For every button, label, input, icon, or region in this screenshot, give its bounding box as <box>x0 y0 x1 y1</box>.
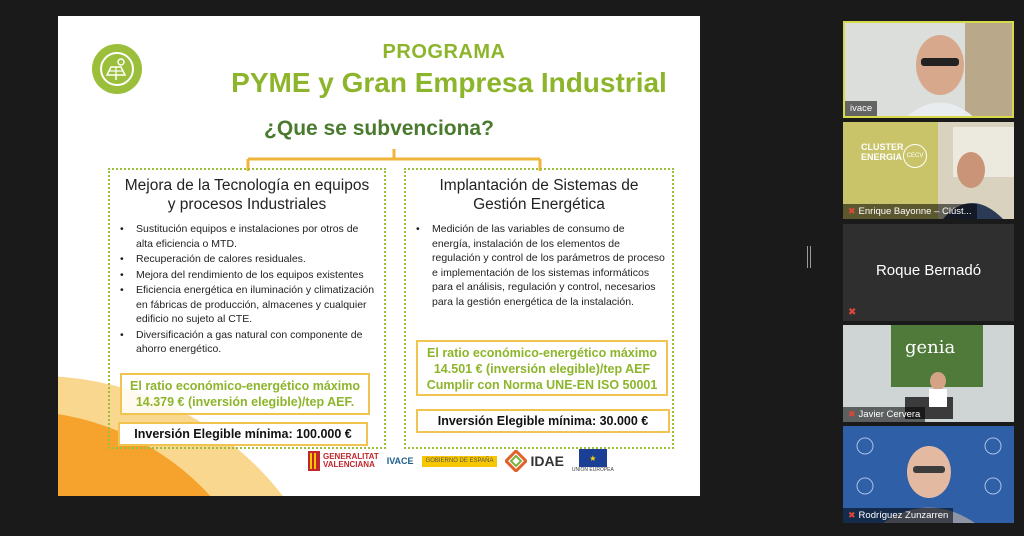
participant-name: ✖ Enrique Bayonne – Clúst... <box>843 204 977 219</box>
right-ratio-line3: Cumplir con Norma UNE-EN ISO 50001 <box>426 378 658 392</box>
generalitat-logo <box>308 451 379 471</box>
right-minimum-investment: Inversión Elegible mínima: 30.000 € <box>416 409 670 433</box>
eu-text: UNIÓN EUROPEA <box>571 467 614 473</box>
genia-logo: genia <box>905 337 956 358</box>
left-ratio-line1: El ratio económico-energético máximo <box>130 379 360 393</box>
right-ratio-line2: 14.501 € (inversión elegible)/tep AEF <box>433 362 651 376</box>
participant-tile-enrique[interactable] <box>843 122 1014 219</box>
slide-title-line2: PYME y Gran Empresa Industrial <box>231 67 667 98</box>
list-item: • Recuperación de calores residuales. <box>120 253 306 265</box>
slide-title-line1: PROGRAMA <box>382 41 506 63</box>
slide-question: ¿Que se subvenciona? <box>264 117 494 140</box>
right-box-title-line1: Implantación de Sistemas de <box>439 177 639 194</box>
right-box-title-line2: Gestión Energética <box>473 196 605 213</box>
mic-muted-icon: ✖ <box>848 510 856 520</box>
left-box-title <box>110 176 384 214</box>
participant-name: ivace <box>845 101 877 116</box>
list-item: • Eficiencia energética en iluminación y climatización en fábricas de producción, almacenes y cualquier edificio no sujeto al CTE. <box>120 284 375 325</box>
left-ratio-line2: 14.379 € (inversión elegible)/tep AEF. <box>135 395 355 409</box>
left-bullet-list <box>110 222 384 357</box>
right-box-title <box>406 176 672 214</box>
gobierno-text: GOBIERNO DE ESPAÑA <box>425 457 494 464</box>
mic-muted-icon: ✖ <box>848 307 857 318</box>
generalitat-text-1: GENERALITAT <box>323 452 379 461</box>
left-box-title-line1: Mejora de la Tecnología en equipos <box>124 177 370 194</box>
left-minimum-investment: Inversión Elegible mínima: 100.000 € <box>118 422 368 446</box>
mic-muted-icon: ✖ <box>848 206 856 216</box>
participant-name: ✖ Rodríguez Zunzarren <box>843 508 953 523</box>
participant-tile-ivace[interactable] <box>843 21 1014 118</box>
participant-name: ✖ Javier Cervera <box>843 407 925 422</box>
gobierno-logo <box>422 456 498 467</box>
participant-tile-javier[interactable] <box>843 325 1014 422</box>
idae-text: IDAE <box>530 453 564 469</box>
idae-logo <box>505 450 563 472</box>
cecv-badge: CECV <box>903 144 927 168</box>
generalitat-text-2: VALENCIANA <box>323 460 375 469</box>
idae-mark-icon <box>505 450 527 472</box>
left-box-title-line2: y procesos Industriales <box>167 196 327 213</box>
eu-logo <box>572 449 614 473</box>
ivace-logo: IVACE <box>386 456 414 466</box>
left-ratio-box <box>120 373 370 415</box>
list-item: • Medición de las variables de consumo de energía, instalación de los elementos de regulación y control de los parámetros de proceso e implementación de los sistemas informáticos para el análisis, regulación y control, necesarios para la gestión energética de la instalación. <box>416 223 665 308</box>
sponsor-logos <box>308 443 698 479</box>
right-bullet-list <box>406 222 672 309</box>
list-item: • Sustitución equipos e instalaciones por otros de alta eficiencia o MTD. <box>120 223 359 250</box>
shared-presentation-slide <box>58 16 700 496</box>
right-ratio-box <box>416 340 668 396</box>
list-item: • Mejora del rendimiento de los equipos existentes <box>120 268 364 281</box>
split-handle-icon[interactable] <box>807 246 811 268</box>
participant-tile-roque[interactable] <box>843 224 1014 321</box>
mic-muted-icon: ✖ <box>848 409 856 419</box>
participant-name-placeholder: Roque Bernadó <box>875 262 982 279</box>
list-item: • Diversificación a gas natural con componente de ahorro energético. <box>120 328 363 355</box>
generalitat-shield-icon <box>308 451 320 471</box>
cluster-energia-banner: CLUSTER ENERGIA <box>861 142 904 162</box>
right-category-box <box>404 168 674 449</box>
eu-flag-icon: ★ <box>579 449 607 467</box>
participant-tile-rodriguez[interactable] <box>843 426 1014 523</box>
right-ratio-line1: El ratio económico-energético máximo <box>427 346 657 360</box>
